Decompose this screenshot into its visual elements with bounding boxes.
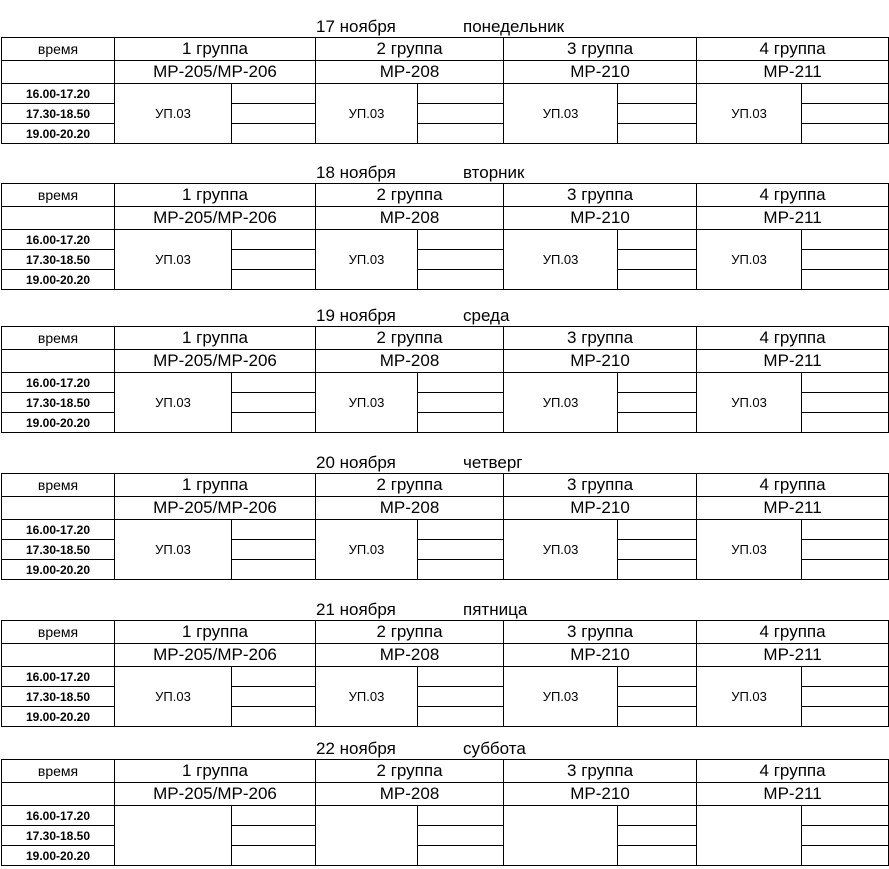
day-date: 18 ноября bbox=[316, 163, 396, 182]
empty-cell bbox=[618, 707, 697, 727]
empty-cell bbox=[618, 373, 697, 393]
group-name-cell: 4 группа bbox=[697, 38, 889, 61]
group-name-cell: 3 группа bbox=[504, 184, 697, 207]
group-header-row bbox=[2, 621, 889, 644]
day-title bbox=[0, 736, 889, 760]
group-name-cell: 2 группа bbox=[316, 474, 504, 497]
group-code-row bbox=[2, 497, 889, 520]
day-date: 19 ноября bbox=[316, 306, 396, 325]
day-title bbox=[0, 14, 889, 38]
subject-cell: УП.03 bbox=[697, 520, 802, 580]
group-code-cell: МР-210 bbox=[504, 644, 697, 667]
group-code-row bbox=[2, 644, 889, 667]
empty-cell bbox=[618, 846, 697, 866]
group-code-cell: МР-210 bbox=[504, 783, 697, 806]
group-code-cell: МР-205/МР-206 bbox=[115, 350, 316, 373]
empty-cell bbox=[232, 707, 316, 727]
group-code-cell: МР-208 bbox=[316, 61, 504, 84]
empty-cell bbox=[618, 393, 697, 413]
empty-cell bbox=[802, 667, 889, 687]
empty-cell bbox=[802, 826, 889, 846]
group-name-cell: 1 группа bbox=[115, 184, 316, 207]
time-column-header: время bbox=[2, 621, 115, 644]
day-date: 20 ноября bbox=[316, 453, 396, 472]
time-slot-cell: 17.30-18.50 bbox=[2, 687, 115, 707]
time-slot-cell: 16.00-17.20 bbox=[2, 667, 115, 687]
day-weekday: понедельник bbox=[463, 17, 565, 36]
time-slot-row bbox=[2, 520, 889, 540]
group-code-cell: МР-210 bbox=[504, 497, 697, 520]
empty-cell bbox=[232, 826, 316, 846]
empty-cell bbox=[802, 413, 889, 433]
group-code-cell: МР-205/МР-206 bbox=[115, 207, 316, 230]
group-name-cell: 3 группа bbox=[504, 38, 697, 61]
subject-cell: УП.03 bbox=[115, 373, 232, 433]
time-slot-cell: 19.00-20.20 bbox=[2, 846, 115, 866]
empty-cell bbox=[232, 104, 316, 124]
subject-cell: УП.03 bbox=[697, 84, 802, 144]
group-code-row bbox=[2, 207, 889, 230]
empty-cell bbox=[418, 84, 504, 104]
subject-cell: УП.03 bbox=[316, 230, 418, 290]
group-code-cell: МР-211 bbox=[697, 644, 889, 667]
empty-cell bbox=[802, 520, 889, 540]
group-name-cell: 4 группа bbox=[697, 327, 889, 350]
empty-cell bbox=[418, 250, 504, 270]
time-slot-cell: 16.00-17.20 bbox=[2, 84, 115, 104]
time-slot-cell: 17.30-18.50 bbox=[2, 250, 115, 270]
empty-cell bbox=[802, 806, 889, 826]
group-code-cell: МР-210 bbox=[504, 207, 697, 230]
subject-cell: УП.03 bbox=[316, 84, 418, 144]
time-column-header: время bbox=[2, 474, 115, 497]
day-date: 22 ноября bbox=[316, 739, 396, 758]
group-name-cell: 4 группа bbox=[697, 760, 889, 783]
empty-cell bbox=[232, 560, 316, 580]
day-title bbox=[0, 597, 889, 621]
empty-cell bbox=[618, 230, 697, 250]
day-weekday: пятница bbox=[463, 600, 528, 619]
group-code-cell: МР-210 bbox=[504, 61, 697, 84]
subject-cell bbox=[697, 806, 802, 866]
empty-cell bbox=[418, 707, 504, 727]
empty-cell bbox=[418, 520, 504, 540]
time-slot-row bbox=[2, 230, 889, 250]
day-schedule-table bbox=[1, 326, 889, 433]
time-column-header: время bbox=[2, 760, 115, 783]
empty-cell bbox=[2, 783, 115, 806]
empty-cell bbox=[418, 393, 504, 413]
time-slot-cell: 19.00-20.20 bbox=[2, 270, 115, 290]
group-name-cell: 3 группа bbox=[504, 760, 697, 783]
group-name-cell: 2 группа bbox=[316, 38, 504, 61]
group-name-cell: 3 группа bbox=[504, 621, 697, 644]
empty-cell bbox=[232, 230, 316, 250]
time-slot-cell: 16.00-17.20 bbox=[2, 520, 115, 540]
subject-cell bbox=[115, 806, 232, 866]
group-name-cell: 3 группа bbox=[504, 327, 697, 350]
day-weekday: четверг bbox=[463, 453, 523, 472]
empty-cell bbox=[618, 104, 697, 124]
empty-cell bbox=[802, 250, 889, 270]
empty-cell bbox=[618, 124, 697, 144]
time-slot-cell: 17.30-18.50 bbox=[2, 393, 115, 413]
subject-cell: УП.03 bbox=[115, 84, 232, 144]
group-code-row bbox=[2, 61, 889, 84]
group-name-cell: 1 группа bbox=[115, 621, 316, 644]
group-name-cell: 1 группа bbox=[115, 38, 316, 61]
empty-cell bbox=[802, 687, 889, 707]
group-code-cell: МР-211 bbox=[697, 497, 889, 520]
empty-cell bbox=[2, 497, 115, 520]
empty-cell bbox=[232, 84, 316, 104]
group-name-cell: 4 группа bbox=[697, 474, 889, 497]
group-name-cell: 2 группа bbox=[316, 184, 504, 207]
group-code-row bbox=[2, 783, 889, 806]
group-name-cell: 2 группа bbox=[316, 760, 504, 783]
day-date: 17 ноября bbox=[316, 17, 396, 36]
empty-cell bbox=[232, 270, 316, 290]
subject-cell: УП.03 bbox=[316, 667, 418, 727]
day-schedule-table bbox=[1, 473, 889, 580]
empty-cell bbox=[232, 393, 316, 413]
time-slot-row bbox=[2, 806, 889, 826]
empty-cell bbox=[418, 373, 504, 393]
subject-cell: УП.03 bbox=[697, 373, 802, 433]
time-slot-row bbox=[2, 373, 889, 393]
subject-cell: УП.03 bbox=[115, 667, 232, 727]
day-schedule-table bbox=[1, 620, 889, 727]
empty-cell bbox=[2, 61, 115, 84]
day-date: 21 ноября bbox=[316, 600, 396, 619]
group-code-cell: МР-208 bbox=[316, 497, 504, 520]
group-code-cell: МР-211 bbox=[697, 350, 889, 373]
subject-cell: УП.03 bbox=[316, 520, 418, 580]
empty-cell bbox=[618, 250, 697, 270]
group-code-cell: МР-208 bbox=[316, 783, 504, 806]
subject-cell: УП.03 bbox=[504, 373, 618, 433]
empty-cell bbox=[618, 540, 697, 560]
empty-cell bbox=[232, 373, 316, 393]
empty-cell bbox=[618, 667, 697, 687]
empty-cell bbox=[2, 207, 115, 230]
group-name-cell: 2 группа bbox=[316, 621, 504, 644]
group-name-cell: 1 группа bbox=[115, 327, 316, 350]
empty-cell bbox=[418, 846, 504, 866]
empty-cell bbox=[418, 560, 504, 580]
empty-cell bbox=[232, 806, 316, 826]
day-title bbox=[0, 160, 889, 184]
time-column-header: время bbox=[2, 184, 115, 207]
time-slot-cell: 19.00-20.20 bbox=[2, 707, 115, 727]
group-header-row bbox=[2, 38, 889, 61]
time-slot-cell: 17.30-18.50 bbox=[2, 104, 115, 124]
empty-cell bbox=[232, 687, 316, 707]
empty-cell bbox=[418, 104, 504, 124]
group-code-cell: МР-205/МР-206 bbox=[115, 61, 316, 84]
empty-cell bbox=[618, 84, 697, 104]
group-code-cell: МР-211 bbox=[697, 207, 889, 230]
group-code-cell: МР-208 bbox=[316, 207, 504, 230]
time-slot-cell: 19.00-20.20 bbox=[2, 413, 115, 433]
empty-cell bbox=[232, 124, 316, 144]
group-code-cell: МР-205/МР-206 bbox=[115, 783, 316, 806]
empty-cell bbox=[418, 667, 504, 687]
time-slot-cell: 16.00-17.20 bbox=[2, 230, 115, 250]
empty-cell bbox=[618, 560, 697, 580]
empty-cell bbox=[802, 104, 889, 124]
day-weekday: вторник bbox=[463, 163, 525, 182]
empty-cell bbox=[418, 826, 504, 846]
day-title bbox=[0, 303, 889, 327]
time-slot-cell: 16.00-17.20 bbox=[2, 373, 115, 393]
empty-cell bbox=[618, 520, 697, 540]
empty-cell bbox=[418, 270, 504, 290]
empty-cell bbox=[232, 540, 316, 560]
time-slot-cell: 17.30-18.50 bbox=[2, 540, 115, 560]
empty-cell bbox=[232, 667, 316, 687]
empty-cell bbox=[2, 350, 115, 373]
group-code-cell: МР-205/МР-206 bbox=[115, 644, 316, 667]
group-code-cell: МР-211 bbox=[697, 61, 889, 84]
day-schedule-table bbox=[1, 759, 889, 866]
group-name-cell: 3 группа bbox=[504, 474, 697, 497]
group-code-cell: МР-208 bbox=[316, 350, 504, 373]
time-slot-cell: 19.00-20.20 bbox=[2, 560, 115, 580]
day-weekday: среда bbox=[463, 306, 510, 325]
subject-cell: УП.03 bbox=[504, 84, 618, 144]
day-weekday: суббота bbox=[463, 739, 526, 758]
group-header-row bbox=[2, 474, 889, 497]
subject-cell bbox=[316, 806, 418, 866]
time-column-header: время bbox=[2, 327, 115, 350]
empty-cell bbox=[802, 270, 889, 290]
subject-cell: УП.03 bbox=[115, 230, 232, 290]
group-code-cell: МР-208 bbox=[316, 644, 504, 667]
group-name-cell: 1 группа bbox=[115, 474, 316, 497]
time-slot-cell: 17.30-18.50 bbox=[2, 826, 115, 846]
empty-cell bbox=[802, 846, 889, 866]
empty-cell bbox=[802, 560, 889, 580]
empty-cell bbox=[418, 230, 504, 250]
subject-cell: УП.03 bbox=[115, 520, 232, 580]
day-schedule-table bbox=[1, 183, 889, 290]
empty-cell bbox=[232, 250, 316, 270]
day-title bbox=[0, 450, 889, 474]
empty-cell bbox=[802, 230, 889, 250]
group-header-row bbox=[2, 327, 889, 350]
empty-cell bbox=[802, 540, 889, 560]
empty-cell bbox=[2, 644, 115, 667]
empty-cell bbox=[418, 687, 504, 707]
group-name-cell: 4 группа bbox=[697, 621, 889, 644]
empty-cell bbox=[418, 413, 504, 433]
subject-cell: УП.03 bbox=[316, 373, 418, 433]
empty-cell bbox=[232, 520, 316, 540]
empty-cell bbox=[418, 124, 504, 144]
subject-cell: УП.03 bbox=[697, 230, 802, 290]
empty-cell bbox=[802, 84, 889, 104]
empty-cell bbox=[418, 540, 504, 560]
subject-cell: УП.03 bbox=[504, 667, 618, 727]
empty-cell bbox=[802, 393, 889, 413]
empty-cell bbox=[618, 826, 697, 846]
empty-cell bbox=[232, 846, 316, 866]
empty-cell bbox=[618, 687, 697, 707]
empty-cell bbox=[802, 373, 889, 393]
group-name-cell: 4 группа bbox=[697, 184, 889, 207]
group-name-cell: 1 группа bbox=[115, 760, 316, 783]
day-schedule-table bbox=[1, 37, 889, 144]
group-header-row bbox=[2, 184, 889, 207]
empty-cell bbox=[802, 707, 889, 727]
group-code-cell: МР-211 bbox=[697, 783, 889, 806]
subject-cell: УП.03 bbox=[697, 667, 802, 727]
time-slot-cell: 19.00-20.20 bbox=[2, 124, 115, 144]
time-slot-cell: 16.00-17.20 bbox=[2, 806, 115, 826]
subject-cell: УП.03 bbox=[504, 230, 618, 290]
empty-cell bbox=[802, 124, 889, 144]
group-code-row bbox=[2, 350, 889, 373]
time-column-header: время bbox=[2, 38, 115, 61]
subject-cell: УП.03 bbox=[504, 520, 618, 580]
group-header-row bbox=[2, 760, 889, 783]
empty-cell bbox=[618, 413, 697, 433]
empty-cell bbox=[618, 806, 697, 826]
empty-cell bbox=[618, 270, 697, 290]
time-slot-row bbox=[2, 667, 889, 687]
group-name-cell: 2 группа bbox=[316, 327, 504, 350]
group-code-cell: МР-205/МР-206 bbox=[115, 497, 316, 520]
subject-cell bbox=[504, 806, 618, 866]
group-code-cell: МР-210 bbox=[504, 350, 697, 373]
time-slot-row bbox=[2, 84, 889, 104]
empty-cell bbox=[232, 413, 316, 433]
empty-cell bbox=[418, 806, 504, 826]
